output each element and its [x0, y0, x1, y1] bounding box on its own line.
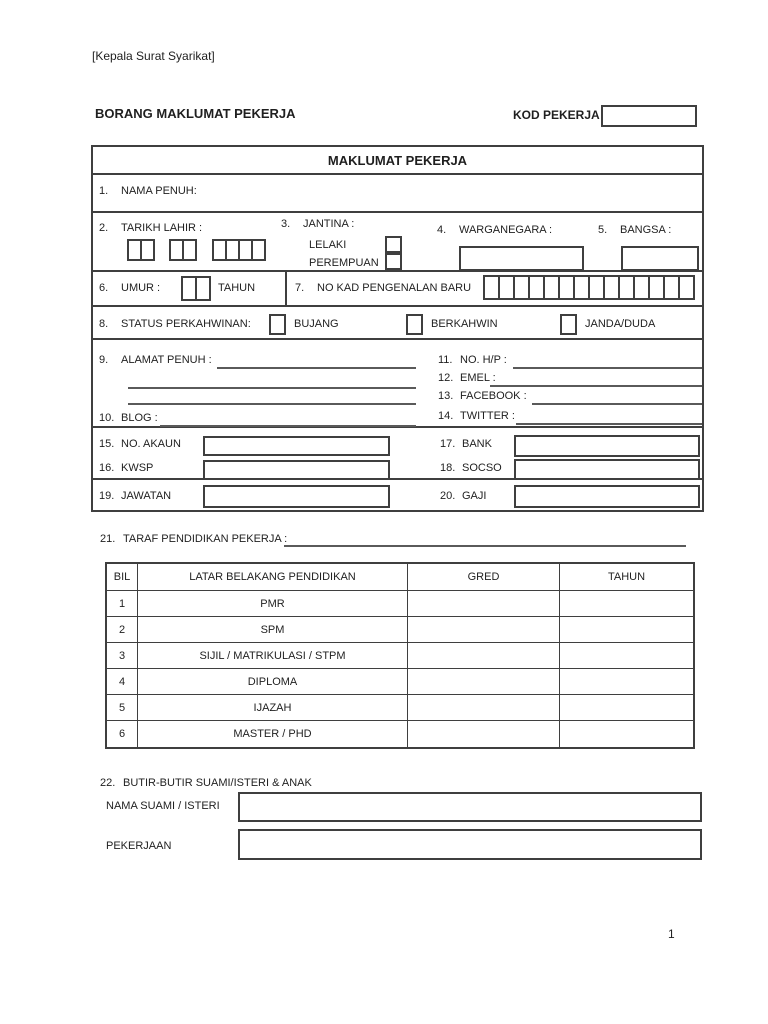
tahun-cell[interactable]: [560, 669, 693, 694]
status-bujang-label: BUJANG: [294, 318, 339, 330]
emel-line[interactable]: [490, 385, 702, 387]
latar-cell: DIPLOMA: [138, 669, 408, 694]
emel-label: 12. EMEL :: [438, 372, 496, 384]
status-janda-duda-label: JANDA/DUDA: [585, 318, 656, 330]
gred-cell[interactable]: [408, 617, 560, 642]
tahun-cell[interactable]: [560, 643, 693, 668]
tahun-cell[interactable]: [560, 721, 693, 747]
nama-penuh-label: 1. NAMA PENUH:: [99, 185, 197, 197]
bil-cell: 4: [107, 669, 138, 694]
char-box[interactable]: [140, 239, 155, 261]
row-jawatan-gaji: [93, 480, 702, 510]
taraf-pendidikan-label: 21. TARAF PENDIDIKAN PEKERJA :: [100, 533, 288, 545]
jantina-lelaki-label: LELAKI: [309, 239, 347, 251]
tarikh-lahir-day-boxes[interactable]: [127, 239, 155, 261]
gred-cell[interactable]: [408, 669, 560, 694]
butir-keluarga-label: 22. BUTIR-BUTIR SUAMI/ISTERI & ANAK: [100, 777, 312, 789]
education-row-diploma: [107, 669, 693, 695]
no-hp-line[interactable]: [513, 367, 702, 369]
umur-boxes[interactable]: [181, 276, 211, 301]
status-berkahwin-checkbox[interactable]: [406, 314, 423, 335]
tarikh-lahir-year-boxes[interactable]: [212, 239, 266, 261]
letterhead: [Kepala Surat Syarikat]: [92, 49, 215, 63]
jawatan-label: 19. JAWATAN: [99, 490, 172, 502]
bangsa-label: 5. BANGSA :: [598, 224, 672, 236]
kwsp-label: 16. KWSP: [99, 462, 154, 474]
jantina-perempuan-label: PEREMPUAN: [309, 257, 379, 269]
education-table: [105, 562, 695, 749]
bank-input[interactable]: [514, 435, 700, 457]
alamat-line-3[interactable]: [128, 403, 416, 405]
tahun-cell[interactable]: [560, 695, 693, 720]
row3-divider: [285, 272, 287, 305]
no-hp-label: 11. NO. H/P :: [438, 354, 507, 366]
nama-suami-isteri-input[interactable]: [238, 792, 702, 822]
education-row-ijazah: [107, 695, 693, 721]
no-akaun-label: 15. NO. AKAUN: [99, 438, 181, 450]
gred-cell[interactable]: [408, 591, 560, 616]
latar-cell: IJAZAH: [138, 695, 408, 720]
education-row-spm: [107, 617, 693, 643]
header-gred: GRED: [408, 564, 560, 590]
twitter-label: 14. TWITTER :: [438, 410, 515, 422]
gaji-label: 20. GAJI: [440, 490, 487, 502]
header-bil: BIL: [107, 564, 138, 590]
page-number: 1: [668, 927, 675, 941]
kwsp-input[interactable]: [203, 460, 390, 480]
pekerjaan-label: PEKERJAAN: [106, 840, 172, 852]
header-tahun: TAHUN: [607, 571, 646, 583]
row-umur-nokad: [93, 272, 702, 307]
tarikh-lahir-month-boxes[interactable]: [169, 239, 197, 261]
education-row-master-phd: [107, 721, 693, 747]
tahun-cell[interactable]: [560, 617, 693, 642]
status-label: 8. STATUS PERKAHWINAN:: [99, 318, 251, 330]
row-tarikh-jantina: [93, 213, 702, 272]
umur-label: 6. UMUR :: [99, 282, 161, 294]
twitter-line[interactable]: [516, 423, 702, 425]
status-bujang-checkbox[interactable]: [269, 314, 286, 335]
education-row-pmr: [107, 591, 693, 617]
no-kad-label: 7. NO KAD PENGENALAN BARU: [295, 282, 472, 294]
no-kad-boxes[interactable]: [483, 275, 695, 300]
form-title: BORANG MAKLUMAT PEKERJA: [95, 106, 296, 121]
row-akaun-bank: [93, 428, 702, 480]
facebook-label: 13. FACEBOOK :: [438, 390, 527, 402]
bil-cell: 1: [107, 591, 138, 616]
status-berkahwin-label: BERKAHWIN: [431, 318, 498, 330]
gred-cell[interactable]: [408, 721, 560, 747]
no-akaun-input[interactable]: [203, 436, 390, 456]
tahun-cell[interactable]: [560, 591, 693, 616]
status-janda-duda-checkbox[interactable]: [560, 314, 577, 335]
alamat-line-2[interactable]: [128, 387, 416, 389]
kod-pekerja-input[interactable]: [601, 105, 697, 127]
bil-cell: 5: [107, 695, 138, 720]
row-alamat-kontak: [93, 340, 702, 428]
nama-suami-isteri-label: NAMA SUAMI / ISTERI: [106, 800, 220, 812]
jantina-perempuan-checkbox[interactable]: [385, 253, 402, 270]
blog-line[interactable]: [160, 425, 416, 427]
alamat-penuh-label: 9. ALAMAT PENUH :: [99, 354, 212, 366]
latar-cell: PMR: [138, 591, 408, 616]
gred-cell[interactable]: [408, 643, 560, 668]
facebook-line[interactable]: [532, 403, 702, 405]
bil-cell: 3: [107, 643, 138, 668]
gred-cell[interactable]: [408, 695, 560, 720]
tarikh-lahir-label: 2. TARIKH LAHIR :: [99, 222, 203, 234]
bil-cell: 2: [107, 617, 138, 642]
bil-cell: 6: [107, 721, 138, 747]
alamat-line-1[interactable]: [217, 367, 416, 369]
socso-label: 18. SOCSO: [440, 462, 502, 474]
row-nama-penuh: [93, 175, 702, 213]
warganegara-label: 4. WARGANEGARA :: [437, 224, 553, 236]
latar-cell: SIJIL / MATRIKULASI / STPM: [138, 643, 408, 668]
maklumat-pekerja-table: [91, 145, 704, 512]
blog-label: 10. BLOG :: [99, 412, 158, 424]
socso-input[interactable]: [514, 459, 700, 480]
kod-pekerja-label: KOD PEKERJA: [513, 108, 600, 122]
education-header-row: [107, 564, 693, 591]
latar-cell: MASTER / PHD: [138, 721, 408, 747]
char-box[interactable]: [678, 275, 695, 300]
table-title: MAKLUMAT PEKERJA: [327, 152, 468, 168]
table-header-row: [93, 147, 702, 175]
header-latar: LATAR BELAKANG PENDIDIKAN: [138, 564, 408, 590]
char-box[interactable]: [182, 239, 197, 261]
bank-label: 17. BANK: [440, 438, 492, 450]
row-status-perkahwinan: [93, 307, 702, 340]
jantina-label: 3. JANTINA :: [281, 218, 355, 230]
jantina-lelaki-checkbox[interactable]: [385, 236, 402, 253]
jawatan-input[interactable]: [203, 485, 390, 508]
pekerjaan-input[interactable]: [238, 829, 702, 860]
warganegara-input[interactable]: [459, 246, 584, 271]
umur-tahun-label: TAHUN: [218, 282, 256, 294]
education-row-sijil: [107, 643, 693, 669]
char-box[interactable]: [195, 276, 211, 301]
gaji-input[interactable]: [514, 485, 700, 508]
char-box[interactable]: [251, 239, 266, 261]
latar-cell: SPM: [138, 617, 408, 642]
bangsa-input[interactable]: [621, 246, 699, 271]
taraf-pendidikan-line[interactable]: [284, 545, 686, 547]
